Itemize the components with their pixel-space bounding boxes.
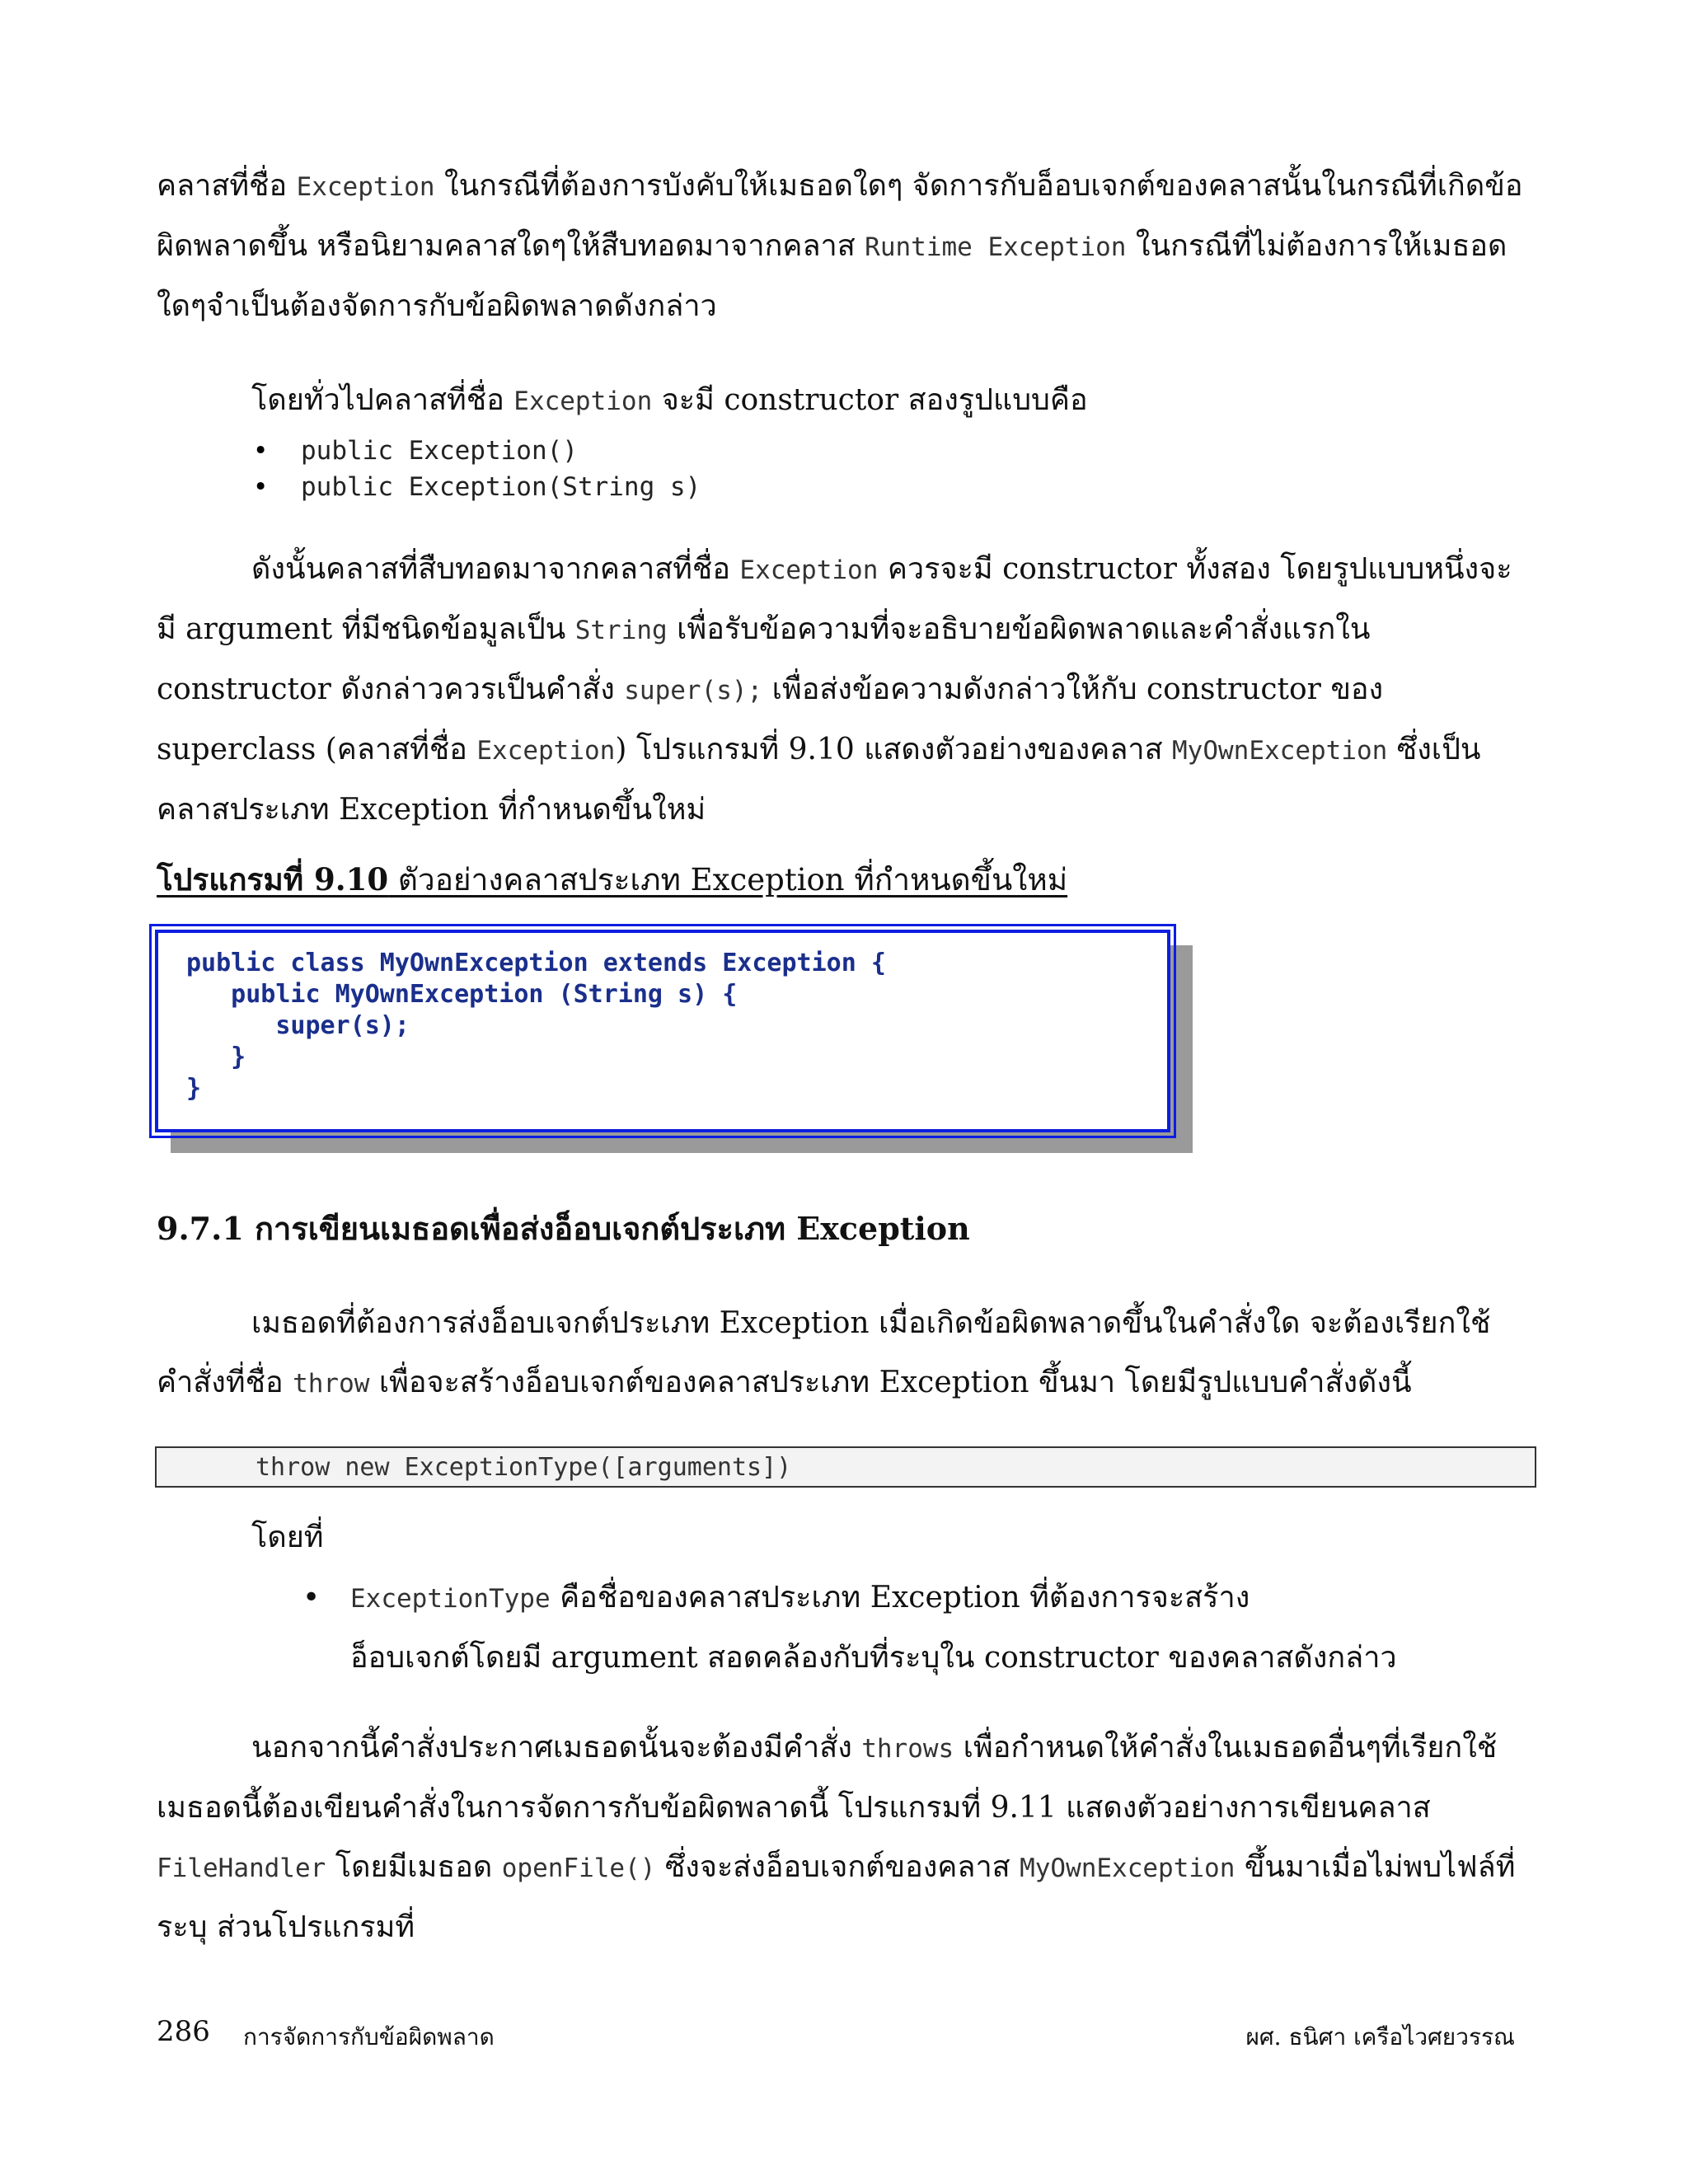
- text: คือชื่อของคลาสประเภท Exception ที่ต้องการจะสร้าง: [550, 1581, 1250, 1615]
- code-listing-text: public class MyOwnException extends Exception { public MyOwnException (String s) { super(s); } }: [186, 949, 886, 1103]
- code-inline: throw: [293, 1369, 370, 1399]
- text: เพื่อกำหนดให้คำสั่งในเมธอดอื่นๆที่เรียกใช้เมธอดนี้ต้องเขียนคำสั่งในการจัดการกับข้อผิดพลาดนี้ โปรแกรมที่ 9.11 แสดงตัวอย่างการเขียนคลาส: [157, 1731, 1498, 1825]
- code-inline: String: [574, 616, 668, 645]
- code-inline: Exception: [476, 736, 616, 766]
- text: คลาสที่ชื่อ: [157, 169, 297, 203]
- code-inline: Exception: [513, 387, 653, 416]
- chapter-title: การจัดการกับข้อผิดพลาด: [243, 2023, 495, 2050]
- text: เพื่อส่งข้อความดังกล่าวให้กับ constructor ของ superclass (คลาสที่ชื่อ: [157, 673, 1384, 766]
- code-inline: openFile(): [501, 1854, 656, 1883]
- code-inline: super(s);: [624, 676, 763, 705]
- caption-text: ตัวอย่างคลาสประเภท Exception ที่กำหนดขึ้นใหม่: [388, 862, 1068, 898]
- paragraph-4: [157, 1294, 1525, 1413]
- code-inline: throws: [861, 1734, 954, 1764]
- where-label: โดยที่: [251, 1521, 324, 1554]
- text: เพื่อรับข้อความที่จะอธิบายข้อผิดพลาดและคำสั่งแรกใน constructor ดังกล่าวควรเป็นคำสั่ง: [157, 612, 1371, 706]
- bullet-icon: •: [302, 1581, 321, 1615]
- code-inline: Exception: [739, 555, 879, 585]
- bullet-icon: •: [253, 436, 269, 466]
- text: ควรจะมี constructor ทั้งสอง โดยรูปแบบหนึ่งจะมี argument ที่มีชนิดข้อมูลเป็น: [157, 552, 1512, 646]
- text: นอกจากนี้คำสั่งประกาศเมธอดนั้นจะต้องมีคำสั่ง: [251, 1731, 862, 1765]
- text: ขึ้นมาเมื่อไม่พบไฟล์ที่ระบุ ส่วนโปรแกรมที่: [157, 1850, 1516, 1944]
- bullet-icon: •: [253, 472, 269, 502]
- bullet-item: [253, 469, 701, 505]
- text: โดยมีเมธอด: [326, 1850, 502, 1884]
- text: ซึ่งจะส่งอ็อบเจกต์ของคลาส: [655, 1850, 1020, 1884]
- bullet-item: [253, 433, 578, 469]
- syntax-box: [155, 1446, 1536, 1488]
- text: ในกรณีที่ต้องการบังคับให้เมธอดใดๆ จัดการกับอ็อบเจกต์ของคลาสนั้นในกรณีที่เกิดข้อผิดพลาดขึ้น หรือนิยามคลาสใดๆให้สืบทอดมาจากคลาส: [157, 169, 1523, 263]
- paragraph-5: [157, 1718, 1525, 1957]
- paragraph-3: [157, 540, 1525, 840]
- author-name: ผศ. ธนิศา เครือไวศยวรรณ: [1245, 2023, 1515, 2050]
- bullet-text: public Exception(): [301, 436, 578, 466]
- text: ) โปรแกรมที่ 9.10 แสดงตัวอย่างของคลาส: [615, 733, 1173, 766]
- code-inline: ExceptionType: [350, 1584, 551, 1614]
- text: เพื่อจะสร้างอ็อบเจกต์ของคลาสประเภท Exception ขึ้นมา โดยมีรูปแบบคำสั่งดังนี้: [369, 1366, 1412, 1399]
- code-listing: [155, 930, 1170, 1132]
- text: ซึ่งเป็นคลาสประเภท Exception ที่กำหนดขึ้นใหม่: [157, 733, 1481, 827]
- page-number: 286: [157, 2015, 210, 2048]
- text: อ็อบเจกต์โดยมี argument สอดคล้องกับที่ระบุใน constructor ของคลาสดังกล่าว: [350, 1641, 1397, 1675]
- text: จะมี constructor สองรูปแบบคือ: [652, 383, 1088, 417]
- text: เมธอดที่ต้องการส่งอ็อบเจกต์ประเภท Exception เมื่อเกิดข้อผิดพลาดขึ้นในคำสั่งใด จะต้องเรียกใช้คำสั่งที่ชื่อ: [157, 1306, 1491, 1399]
- code-inline: FileHandler: [157, 1854, 326, 1883]
- code-inline: Runtime Exception: [865, 232, 1127, 262]
- caption-label: โปรแกรมที่ 9.10: [157, 861, 389, 898]
- paragraph-2: [157, 371, 1525, 431]
- code-inline: MyOwnException: [1172, 736, 1388, 766]
- where-item: [302, 1568, 1504, 1688]
- listing-caption: [157, 855, 1067, 904]
- code-inline: Exception: [296, 172, 435, 202]
- paragraph-1: [157, 157, 1525, 336]
- section-heading: 9.7.1 การเขียนเมธอดเพื่อส่งอ็อบเจกต์ประเภท Exception: [157, 1210, 970, 1247]
- text: ในกรณีที่ไม่ต้องการให้เมธอดใดๆจำเป็นต้องจัดการกับข้อผิดพลาดดังกล่าว: [157, 229, 1507, 323]
- syntax-text: throw new ExceptionType([arguments]): [256, 1453, 792, 1482]
- text: ดังนั้นคลาสที่สืบทอดมาจากคลาสที่ชื่อ: [251, 552, 740, 586]
- bullet-text: public Exception(String s): [301, 472, 701, 502]
- code-inline: MyOwnException: [1020, 1854, 1236, 1883]
- text: โดยทั่วไปคลาสที่ชื่อ: [251, 383, 514, 417]
